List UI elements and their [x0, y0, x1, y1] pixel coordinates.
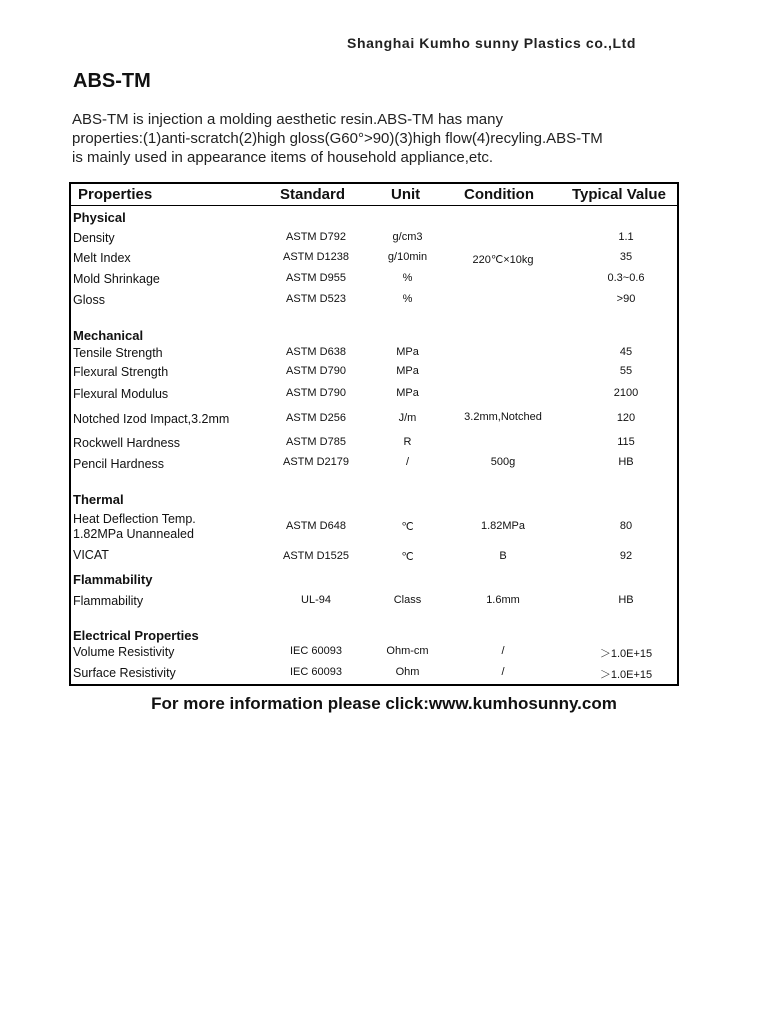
- property-condition: 1.6mm: [486, 594, 520, 606]
- property-standard: ASTM D792: [286, 231, 346, 243]
- section-physical: Physical: [73, 210, 126, 225]
- property-standard: ASTM D638: [286, 346, 346, 358]
- property-name: Flexural Strength: [73, 365, 169, 379]
- property-standard: ASTM D1525: [282, 550, 350, 562]
- document-title: ABS-TM: [73, 70, 151, 92]
- property-standard: ASTM D790: [286, 387, 346, 399]
- property-condition: 500g: [490, 456, 516, 468]
- property-unit: ℃: [401, 521, 414, 533]
- header-unit: Unit: [391, 186, 421, 203]
- property-value: 120: [616, 412, 636, 424]
- description-line: ABS-TM is injection a molding aesthetic resin.ABS-TM has many: [72, 111, 503, 128]
- section-mechanical: Mechanical: [73, 328, 144, 343]
- property-unit: %: [402, 272, 413, 284]
- property-standard: ASTM D1238: [282, 251, 350, 263]
- property-unit: Ohm-cm: [386, 645, 429, 657]
- property-unit: Ohm: [395, 666, 420, 678]
- table-row: [71, 512, 677, 544]
- property-value: 35: [619, 251, 633, 263]
- property-unit: MPa: [396, 346, 419, 358]
- property-name: Density: [73, 231, 115, 245]
- property-standard: ASTM D2179: [282, 456, 350, 468]
- description-line: is mainly used in appearance items of household appliance,etc.: [72, 149, 494, 166]
- property-name: Mold Shrinkage: [73, 272, 160, 286]
- property-condition: /: [501, 666, 505, 678]
- property-unit: g/cm3: [392, 231, 423, 243]
- property-value: 55: [619, 365, 633, 377]
- company-name: Shanghai Kumho sunny Plastics co.,Ltd: [347, 35, 637, 51]
- property-unit: MPa: [396, 387, 419, 399]
- property-value: >90: [616, 293, 636, 305]
- property-unit: MPa: [396, 365, 419, 377]
- property-name: Tensile Strength: [73, 346, 163, 360]
- header-standard: Standard: [280, 186, 346, 203]
- property-condition: /: [501, 645, 505, 657]
- product-description: [72, 110, 702, 167]
- section-flammability: Flammability: [73, 572, 153, 587]
- property-value: 0.3~0.6: [607, 272, 645, 284]
- property-standard: ASTM D523: [286, 293, 346, 305]
- property-standard: IEC 60093: [290, 645, 342, 657]
- property-value: ＞1.0E+15: [599, 648, 653, 660]
- property-standard: ASTM D648: [286, 520, 346, 532]
- properties-table: [69, 182, 679, 686]
- property-standard: UL-94: [301, 594, 331, 606]
- property-name: Gloss: [73, 293, 105, 307]
- property-condition: 3.2mm,Notched: [464, 411, 542, 423]
- more-info-link[interactable]: For more information please click:www.kumhosunny.com: [151, 694, 617, 713]
- property-condition: B: [499, 550, 507, 562]
- property-name: VICAT: [73, 548, 109, 562]
- property-name: Rockwell Hardness: [73, 436, 180, 450]
- property-value: 115: [617, 436, 635, 448]
- property-condition: 1.82MPa: [480, 520, 526, 532]
- property-unit: /: [405, 456, 410, 468]
- property-value: HB: [618, 456, 634, 468]
- header-condition: Condition: [464, 186, 534, 203]
- property-value: 92: [619, 550, 633, 562]
- table-header: [71, 184, 677, 206]
- property-name: Flammability: [73, 594, 144, 608]
- header-properties: Properties: [78, 186, 153, 203]
- section-thermal: Thermal: [73, 492, 124, 507]
- property-standard: ASTM D955: [286, 272, 346, 284]
- property-condition: 220℃×10kg: [472, 254, 534, 266]
- property-name: Melt Index: [73, 251, 131, 265]
- property-value: ＞1.0E+15: [599, 669, 653, 681]
- property-unit: g/10min: [387, 251, 428, 263]
- property-value: HB: [618, 594, 634, 606]
- property-standard: ASTM D785: [286, 436, 346, 448]
- property-value: 80: [619, 520, 633, 532]
- property-name: Flexural Modulus: [73, 387, 169, 401]
- property-unit: Class: [393, 594, 422, 606]
- property-standard: ASTM D790: [286, 365, 346, 377]
- property-value: 1.1: [618, 231, 634, 243]
- property-unit: %: [402, 293, 413, 305]
- property-standard: IEC 60093: [290, 666, 342, 678]
- property-standard: ASTM D256: [286, 412, 346, 424]
- property-name: Surface Resistivity: [73, 666, 176, 680]
- header-typical-value: Typical Value: [572, 186, 666, 203]
- property-unit: J/m: [398, 412, 417, 424]
- property-name: Pencil Hardness: [73, 457, 165, 471]
- property-unit: R: [403, 436, 412, 448]
- section-electrical: Electrical Properties: [73, 628, 199, 643]
- property-value: 2100: [613, 387, 639, 399]
- description-line: properties:(1)anti-scratch(2)high gloss(G60°>90)(3)high flow(4)recyling.ABS-TM: [72, 130, 603, 147]
- property-name: Heat Deflection Temp.: [73, 512, 196, 526]
- property-name-condition: 1.82MPa Unannealed: [73, 527, 194, 541]
- property-name: Volume Resistivity: [73, 645, 175, 659]
- property-unit: ℃: [401, 551, 414, 563]
- property-value: 45: [619, 346, 633, 358]
- property-name: Notched Izod Impact,3.2mm: [73, 412, 230, 426]
